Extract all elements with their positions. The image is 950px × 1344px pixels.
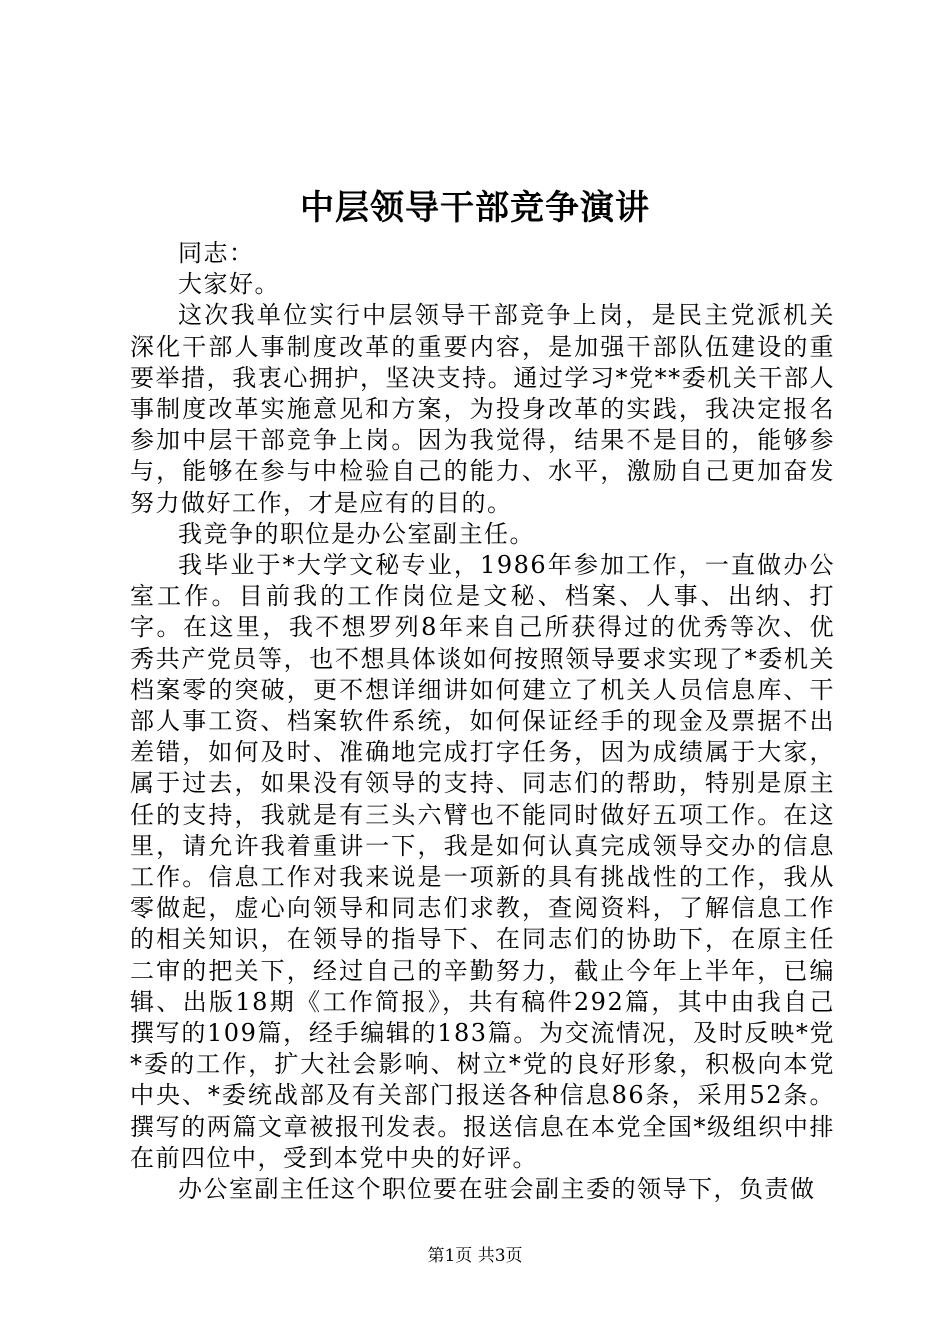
document-title: 中层领导干部竞争演讲 (300, 188, 650, 228)
document-body (130, 238, 835, 1205)
paragraph: 这次我单位实行中层领导干部竞争上岗，是民主党派机关深化干部人事制度改革的重要内容，是加强干部队伍建设的重要举措，我衷心拥护，坚决支持。通过学习*党**委机关干部人事制度改革实施意见和方案，为投身改革的实践，我决定报名参加中层干部竞争上岗。因为我觉得，结果不是目的，能够参与，能够在参与中检验自己的能力、水平，激励自己更加奋发努力做好工作，才是应有的目的。 (130, 301, 835, 517)
paragraph: 办公室副主任这个职位要在驻会副主委的领导下，负责做 (178, 1175, 816, 1204)
salutation: 同志： (178, 239, 255, 267)
greeting: 大家好。 (178, 270, 280, 299)
paragraph: 我毕业于*大学文秘专业，1986年参加工作，一直做办公室工作。目前我的工作岗位是文秘、档案、人事、出纳、打字。在这里，我不想罗列8年来自己所获得过的优秀等次、优秀共产党员等，也不想具体谈如何按照领导要求实现了*委机关档案零的突破，更不想详细讲如何建立了机关人员信息库、干部人事工资、档案软件系统，如何保证经手的现金及票据不出差错，如何及时、准确地完成打字任务，因为成绩属于大家，属于过去，如果没有领导的支持、同志们的帮助，特别是原主任的支持，我就是有三头六臂也不能同时做好五项工作。在这里，请允许我着重讲一下，我是如何认真完成领导交办的信息工作。信息工作对我来说是一项新的具有挑战性的工作，我从零做起，虚心向领导和同志们求教，查阅资料，了解信息工作的相关知识，在领导的指导下、在同志们的协助下，在原主任二审的把关下，经过自己的辛勤努力，截止今年上半年，已编辑、出版18期《工作简报》，共有稿件292篇，其中由我自己撰写的109篇，经手编辑的183篇。为交流情况，及时反映*党*委的工作，扩大社会影响、树立*党的良好形象，积极向本党中央、*委统战部及有关部门报送各种信息86条，采用52条。撰写的两篇文章被报刊发表。报送信息在本党全国*级组织中排在前四位中，受到本党中央的好评。 (130, 551, 835, 1172)
paragraph: 我竞争的职位是办公室副主任。 (178, 519, 535, 548)
page-number-footer: 第1页 共3页 (427, 1246, 523, 1266)
